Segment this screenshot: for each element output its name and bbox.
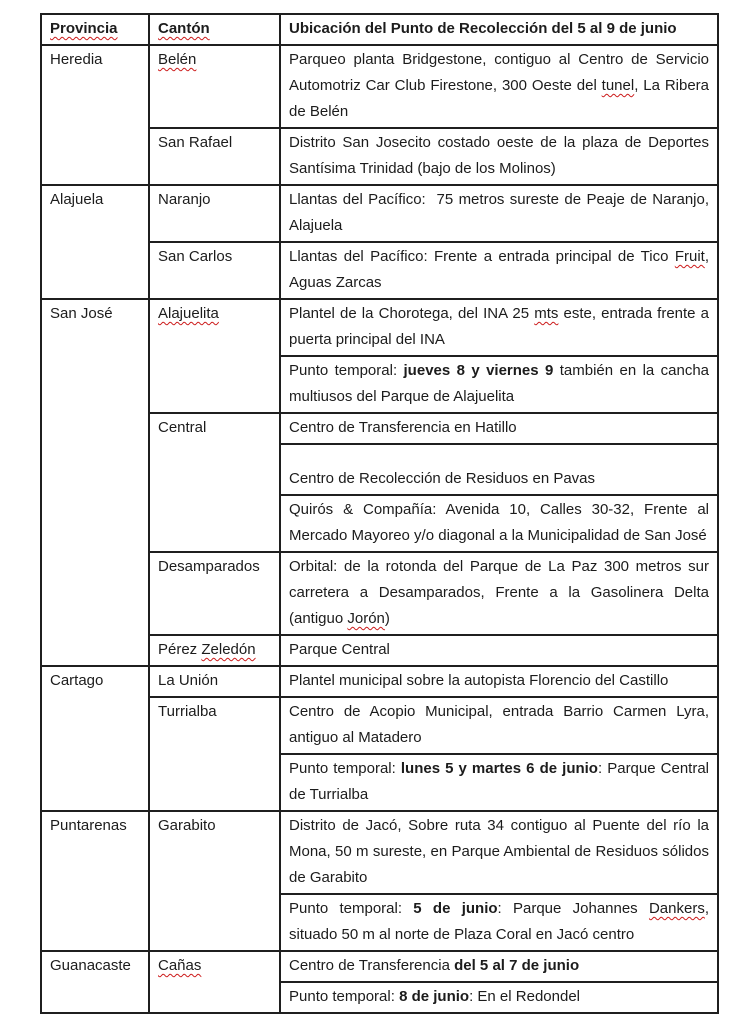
text-segment: Centro de Acopio Municipal, entrada Barrio Carmen Lyra, antiguo al Matadero — [289, 703, 709, 746]
text-segment: Alajuela — [50, 191, 104, 208]
header-ubicacion-cell — [280, 14, 718, 45]
text-segment: Puntarenas — [50, 817, 127, 834]
misspelled-text: tunel — [601, 77, 635, 94]
location-cell — [280, 552, 718, 635]
location-cell — [280, 894, 718, 951]
text-segment: Centro de Transferencia en Hatillo — [289, 419, 517, 436]
province-cell — [41, 185, 149, 299]
text-segment: Centro de Transferencia — [289, 957, 455, 974]
canton-cell — [149, 128, 280, 185]
location-cell — [280, 495, 718, 552]
text-segment: Plantel de la Chorotega, del INA 25 — [289, 305, 535, 322]
text-segment: lunes 5 y martes 6 de junio — [400, 760, 598, 777]
misspelled-text: mts — [534, 305, 559, 322]
text-segment: Llantas del Pacífico: Frente a entrada principal de Tico — [289, 248, 675, 265]
text-segment: , La Ribera de Belén — [289, 77, 710, 120]
table-row — [41, 666, 718, 697]
misspelled-text: Zeledón — [201, 641, 256, 658]
misspelled-text: Belén — [158, 51, 197, 68]
text-segment: , Aguas Zarcas — [289, 248, 709, 291]
province-cell — [41, 811, 149, 951]
text-segment: Heredia — [50, 51, 103, 68]
province-cell — [41, 299, 149, 666]
canton-cell — [149, 811, 280, 951]
location-cell — [280, 982, 718, 1013]
blank-line — [289, 446, 709, 466]
text-segment: Punto temporal: — [289, 988, 400, 1005]
province-cell — [41, 951, 149, 1013]
canton-cell — [149, 413, 280, 552]
misspelled-text: Dankers — [648, 900, 705, 917]
location-cell — [280, 185, 718, 242]
misspelled-text: Fruit — [674, 248, 705, 265]
header-provincia-cell — [41, 14, 149, 45]
location-cell — [280, 128, 718, 185]
location-cell — [280, 951, 718, 982]
location-cell — [280, 697, 718, 754]
canton-cell — [149, 242, 280, 299]
location-cell — [280, 299, 718, 356]
text-segment: : Parque Central de Turrialba — [289, 760, 710, 803]
text-segment: jueves 8 y viernes 9 — [403, 362, 554, 379]
header-canton-cell — [149, 14, 280, 45]
misspelled-text: Jorón — [347, 610, 385, 627]
text-segment: Pérez — [158, 641, 202, 658]
text-segment: también en la cancha multiusos del Parque de Alajuelita — [289, 362, 710, 405]
canton-cell — [149, 45, 280, 128]
canton-cell — [149, 697, 280, 811]
text-segment: Naranjo — [158, 191, 211, 208]
misspelled-text: Alajuelita — [158, 305, 219, 322]
text-segment: Guanacaste — [50, 957, 131, 974]
canton-cell — [149, 185, 280, 242]
location-cell — [280, 635, 718, 666]
text-segment: Punto temporal: — [289, 760, 401, 777]
text-segment: Desamparados — [158, 558, 260, 575]
text-segment: San José — [50, 305, 113, 322]
header-ubicacion-label: Ubicación del Punto de Recolección del 5 al 9 de junio — [289, 20, 677, 37]
table-row — [41, 299, 718, 356]
text-segment: Centro de Recolección de Residuos en Pavas — [289, 470, 596, 487]
canton-cell — [149, 299, 280, 413]
text-segment: del 5 al 7 de junio — [454, 957, 580, 974]
text-segment: Central — [158, 419, 207, 436]
text-segment: , situado 50 m al norte de Plaza Coral en Jacó centro — [289, 900, 709, 943]
text-segment: San Carlos — [158, 248, 233, 265]
text-segment: Punto temporal: — [289, 362, 404, 379]
text-segment: San Rafael — [158, 134, 233, 151]
text-segment: Cartago — [50, 672, 104, 689]
location-cell — [280, 811, 718, 894]
location-cell — [280, 666, 718, 697]
location-cell — [280, 754, 718, 811]
location-cell — [280, 45, 718, 128]
table-row — [41, 45, 718, 128]
table-row — [41, 951, 718, 982]
text-segment: ) — [384, 610, 390, 627]
canton-cell — [149, 552, 280, 635]
misspelled-text: Cañas — [158, 957, 202, 974]
table-header-row — [41, 14, 718, 45]
document-page — [40, 13, 717, 1014]
text-segment: Distrito San Josecito costado oeste de la plaza de Deportes Santísima Trinidad (bajo de los Molinos) — [289, 134, 709, 177]
text-segment: Turrialba — [158, 703, 217, 720]
text-segment: Punto temporal: — [289, 900, 414, 917]
text-segment: Llantas del Pacífico: 75 metros sureste de Peaje de Naranjo, Alajuela — [289, 191, 709, 234]
text-segment: : Parque Johannes — [497, 900, 649, 917]
text-segment: 8 de junio — [399, 988, 470, 1005]
province-cell — [41, 45, 149, 185]
text-segment: Garabito — [158, 817, 216, 834]
table-body — [41, 45, 718, 1013]
text-segment: Parque Central — [289, 641, 390, 658]
text-segment: : En el Redondel — [469, 988, 580, 1005]
location-cell — [280, 356, 718, 413]
province-cell — [41, 666, 149, 811]
canton-cell — [149, 666, 280, 697]
header-canton-label: Cantón — [158, 20, 210, 37]
text-segment: 5 de junio — [413, 900, 498, 917]
collection-points-table — [40, 13, 719, 1014]
text-segment: La Unión — [158, 672, 219, 689]
text-segment: Parqueo planta Bridgestone, contiguo al Centro de Servicio Automotriz Car Club Firestone, 300 Oeste del — [289, 51, 709, 94]
table-row — [41, 811, 718, 894]
text-segment: Orbital: de la rotonda del Parque de La Paz 300 metros sur carretera a Desamparados, Frente a la Gasolinera Delta (antiguo — [289, 558, 709, 627]
header-provincia-label: Provincia — [50, 20, 118, 37]
location-cell — [280, 413, 718, 444]
text-segment: Quirós & Compañía: Avenida 10, Calles 30-32, Frente al Mercado Mayoreo y/o diagonal a la Municipalidad de San José — [289, 501, 709, 544]
text-segment: Distrito de Jacó, Sobre ruta 34 contiguo al Puente del río la Mona, 50 m sureste, en Parque Ambiental de Residuos sólidos de Garabito — [289, 817, 709, 886]
location-cell — [280, 242, 718, 299]
location-cell — [280, 444, 718, 495]
table-row — [41, 185, 718, 242]
canton-cell — [149, 635, 280, 666]
canton-cell — [149, 951, 280, 1013]
text-segment: Plantel municipal sobre la autopista Florencio del Castillo — [289, 672, 669, 689]
text-segment: este, entrada frente a puerta principal del INA — [289, 305, 709, 348]
